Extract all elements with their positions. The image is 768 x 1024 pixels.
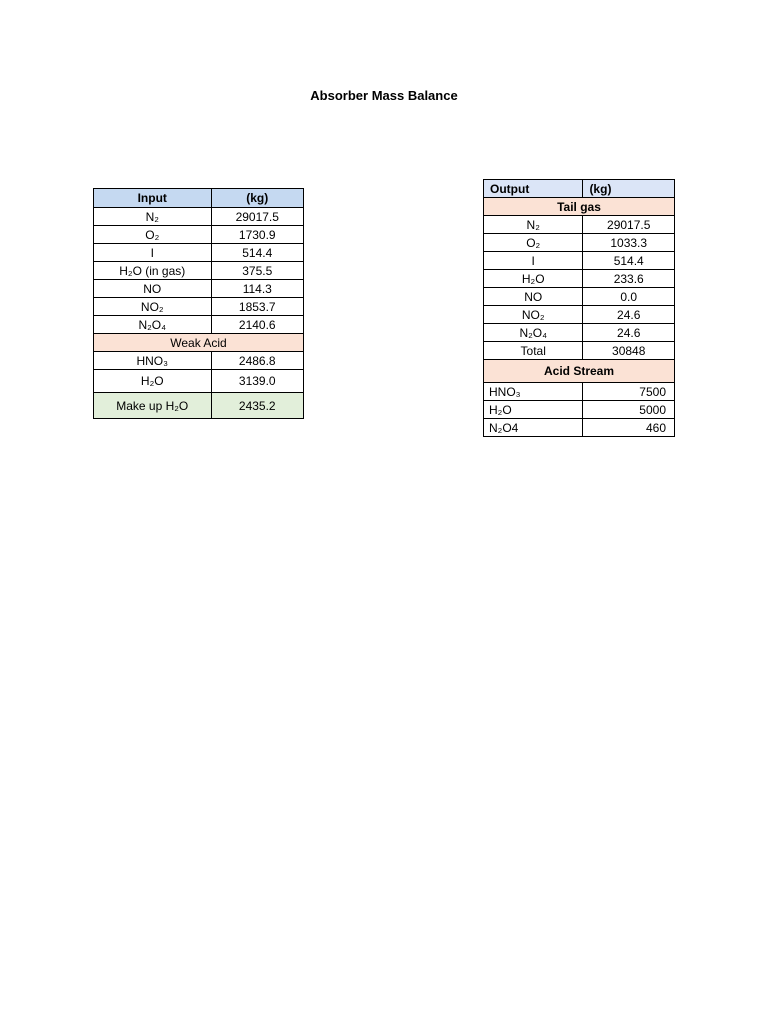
table-row <box>484 383 675 401</box>
total-label: Total <box>484 342 583 360</box>
input-table <box>93 188 304 419</box>
input-row-value: 2486.8 <box>211 352 303 370</box>
input-row-value: 29017.5 <box>211 208 303 226</box>
input-row-name: N₂ <box>94 208 212 226</box>
input-row-name: O₂ <box>94 226 212 244</box>
weak-acid-section-row <box>94 334 304 352</box>
table-row <box>484 401 675 419</box>
makeup-name: Make up H₂O <box>94 393 212 419</box>
table-row <box>94 226 304 244</box>
table-row <box>94 316 304 334</box>
input-row-name: NO₂ <box>94 298 212 316</box>
input-header-name: Input <box>94 189 212 208</box>
output-header-row <box>484 180 675 198</box>
output-row-value: 514.4 <box>583 252 675 270</box>
output-row-name: O₂ <box>484 234 583 252</box>
input-row-value: 1853.7 <box>211 298 303 316</box>
input-row-value: 114.3 <box>211 280 303 298</box>
input-row-value: 2140.6 <box>211 316 303 334</box>
table-row <box>94 280 304 298</box>
tail-gas-label: Tail gas <box>484 198 675 216</box>
table-row <box>94 262 304 280</box>
table-row <box>94 352 304 370</box>
input-row-name: N₂O₄ <box>94 316 212 334</box>
input-row-value: 375.5 <box>211 262 303 280</box>
table-row <box>94 370 304 393</box>
output-row-name: NO₂ <box>484 306 583 324</box>
page-title: Absorber Mass Balance <box>310 88 458 103</box>
output-row-name: N₂O₄ <box>484 324 583 342</box>
output-row-value: 24.6 <box>583 324 675 342</box>
acid-row-value: 5000 <box>583 401 675 419</box>
input-row-value: 1730.9 <box>211 226 303 244</box>
acid-stream-label: Acid Stream <box>484 360 675 383</box>
makeup-row <box>94 393 304 419</box>
makeup-value: 2435.2 <box>211 393 303 419</box>
output-row-name: H₂O <box>484 270 583 288</box>
input-row-name: HNO₃ <box>94 352 212 370</box>
weak-acid-label: Weak Acid <box>94 334 304 352</box>
input-row-value: 514.4 <box>211 244 303 262</box>
output-row-name: N₂ <box>484 216 583 234</box>
acid-row-value: 7500 <box>583 383 675 401</box>
tail-gas-section-row <box>484 198 675 216</box>
output-row-name: I <box>484 252 583 270</box>
output-table <box>483 179 675 437</box>
table-row <box>94 244 304 262</box>
output-row-value: 0.0 <box>583 288 675 306</box>
input-header-row <box>94 189 304 208</box>
table-row <box>484 270 675 288</box>
acid-row-value: 460 <box>583 419 675 437</box>
output-row-value: 233.6 <box>583 270 675 288</box>
table-row <box>484 419 675 437</box>
output-row-name: NO <box>484 288 583 306</box>
input-row-name: I <box>94 244 212 262</box>
acid-row-name: H₂O <box>484 401 583 419</box>
table-row <box>484 216 675 234</box>
output-header-kg: (kg) <box>583 180 675 198</box>
acid-row-name: N₂O4 <box>484 419 583 437</box>
output-header-name: Output <box>484 180 583 198</box>
table-row <box>94 208 304 226</box>
input-row-name: H₂O <box>94 370 212 393</box>
table-row <box>484 288 675 306</box>
input-row-name: H₂O (in gas) <box>94 262 212 280</box>
input-row-value: 3139.0 <box>211 370 303 393</box>
acid-stream-section-row <box>484 360 675 383</box>
output-row-value: 1033.3 <box>583 234 675 252</box>
table-row <box>484 324 675 342</box>
output-row-value: 24.6 <box>583 306 675 324</box>
table-row <box>484 234 675 252</box>
table-row <box>484 252 675 270</box>
total-row <box>484 342 675 360</box>
input-row-name: NO <box>94 280 212 298</box>
table-row <box>94 298 304 316</box>
input-header-kg: (kg) <box>211 189 303 208</box>
total-value: 30848 <box>583 342 675 360</box>
table-row <box>484 306 675 324</box>
output-row-value: 29017.5 <box>583 216 675 234</box>
acid-row-name: HNO₃ <box>484 383 583 401</box>
